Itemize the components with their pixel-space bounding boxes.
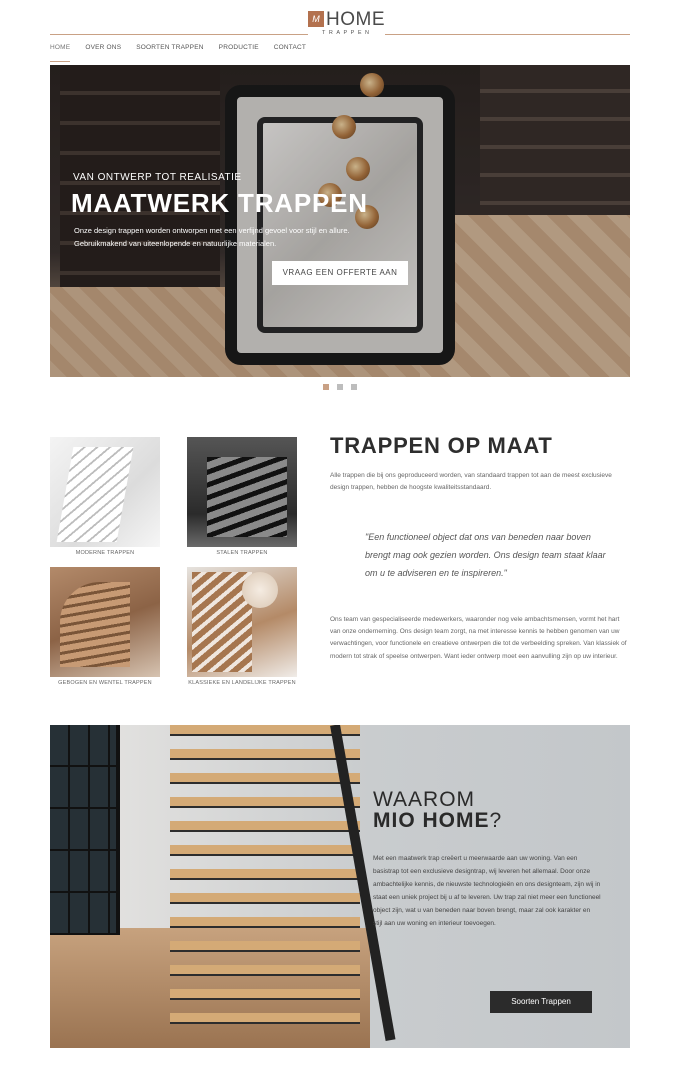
section-intro: Alle trappen die bij ons geproduceerd worden, van standaard trappen tot aan de meest exclusieve design trappen, hebben de hoogste kwaliteitsstandaard. <box>330 472 612 491</box>
gallery-caption: KLASSIEKE EN LANDELIJKE TRAPPEN <box>188 680 296 686</box>
hero-slider <box>50 65 630 377</box>
section-body: Ons team van gespecialiseerde medewerkers, waaronder nog vele ambachtsmensen, vormt het hart van onze onderneming. Ons design team zorgt, na met interesse kennis te hebben genomen van uw verwachtingen, voor functionele en creatieve ontwerpen die tot de verbeelding spreken. Van klassiek of modern tot strak of speelse ontwerpen. Want ieder ontwerp moet een aanvulling zijn op uw interieur. <box>330 616 627 660</box>
why-image-window <box>50 725 120 935</box>
nav-over-ons[interactable]: OVER ONS <box>85 44 122 51</box>
logo[interactable] <box>308 10 386 40</box>
why-image-stairs <box>170 725 360 1025</box>
gallery-tile-gebogen[interactable] <box>50 567 160 677</box>
section-quote: "Een functioneel object dat ons van beneden naar boven brengt mag ook gezien worden. Ons design team staat klaar om u te adviseren en te inspireren." <box>365 532 606 578</box>
request-quote-button[interactable]: VRAAG EEN OFFERTE AAN <box>272 261 408 285</box>
slider-dots <box>323 384 365 390</box>
gallery-tile-moderne[interactable] <box>50 437 160 547</box>
logo-sub-text: TRAPPEN <box>322 30 373 36</box>
header-line-right <box>385 34 630 35</box>
gallery-tile-klassieke[interactable] <box>187 567 297 677</box>
nav-contact[interactable]: CONTACT <box>273 44 307 51</box>
logo-home-text: HOME <box>326 9 385 30</box>
nav-productie[interactable]: PRODUCTIE <box>218 44 259 51</box>
soorten-trappen-button[interactable]: Soorten Trappen <box>490 991 592 1013</box>
why-body: Met een maatwerk trap creëert u meerwaarde aan uw woning. Van een basistrap tot een exclusieve designtrap, wij leveren het allemaal. Door onze ambachtelijke kennis, de nieuwste technologieën en ons designteam, zijn wij in staat een uniek project bij u af te leveren. Uw trap zal niet meer een functioneel object zijn, wat u van beneden naar boven brengt, maar zal ook karakter en stijl aan uw woning en interieur toevoegen. <box>373 855 601 927</box>
main-nav <box>50 44 321 62</box>
why-title-line1: WAAROM <box>373 788 476 811</box>
slider-dot-3[interactable] <box>351 384 357 390</box>
gallery-caption: MODERNE TRAPPEN <box>75 550 135 556</box>
slider-dot-1[interactable] <box>323 384 329 390</box>
gallery-caption: GEBOGEN EN WENTEL TRAPPEN <box>58 680 152 686</box>
nav-home[interactable]: HOME <box>50 44 70 62</box>
section-title: TRAPPEN OP MAAT <box>330 433 553 458</box>
pendant-lamp-icon <box>242 572 278 608</box>
gallery-tile-stalen[interactable] <box>187 437 297 547</box>
gallery-caption: STALEN TRAPPEN <box>216 550 268 556</box>
hero-text: Onze design trappen worden ontworpen met een verfijnd gevoel voor stijl en allure. Gebruikmakend van uiteenlopende en natuurlijke materialen. <box>74 226 350 248</box>
why-section <box>50 725 630 1048</box>
slider-dot-2[interactable] <box>337 384 343 390</box>
nav-soorten-trappen[interactable]: SOORTEN TRAPPEN <box>136 44 204 51</box>
why-title-line2: MIO HOME? <box>373 809 503 832</box>
hero-kicker: VAN ONTWERP TOT REALISATIE <box>73 172 242 183</box>
header-line-left <box>50 34 308 35</box>
logo-mark-icon: M <box>308 11 324 27</box>
hero-title: MAATWERK TRAPPEN <box>71 188 368 218</box>
